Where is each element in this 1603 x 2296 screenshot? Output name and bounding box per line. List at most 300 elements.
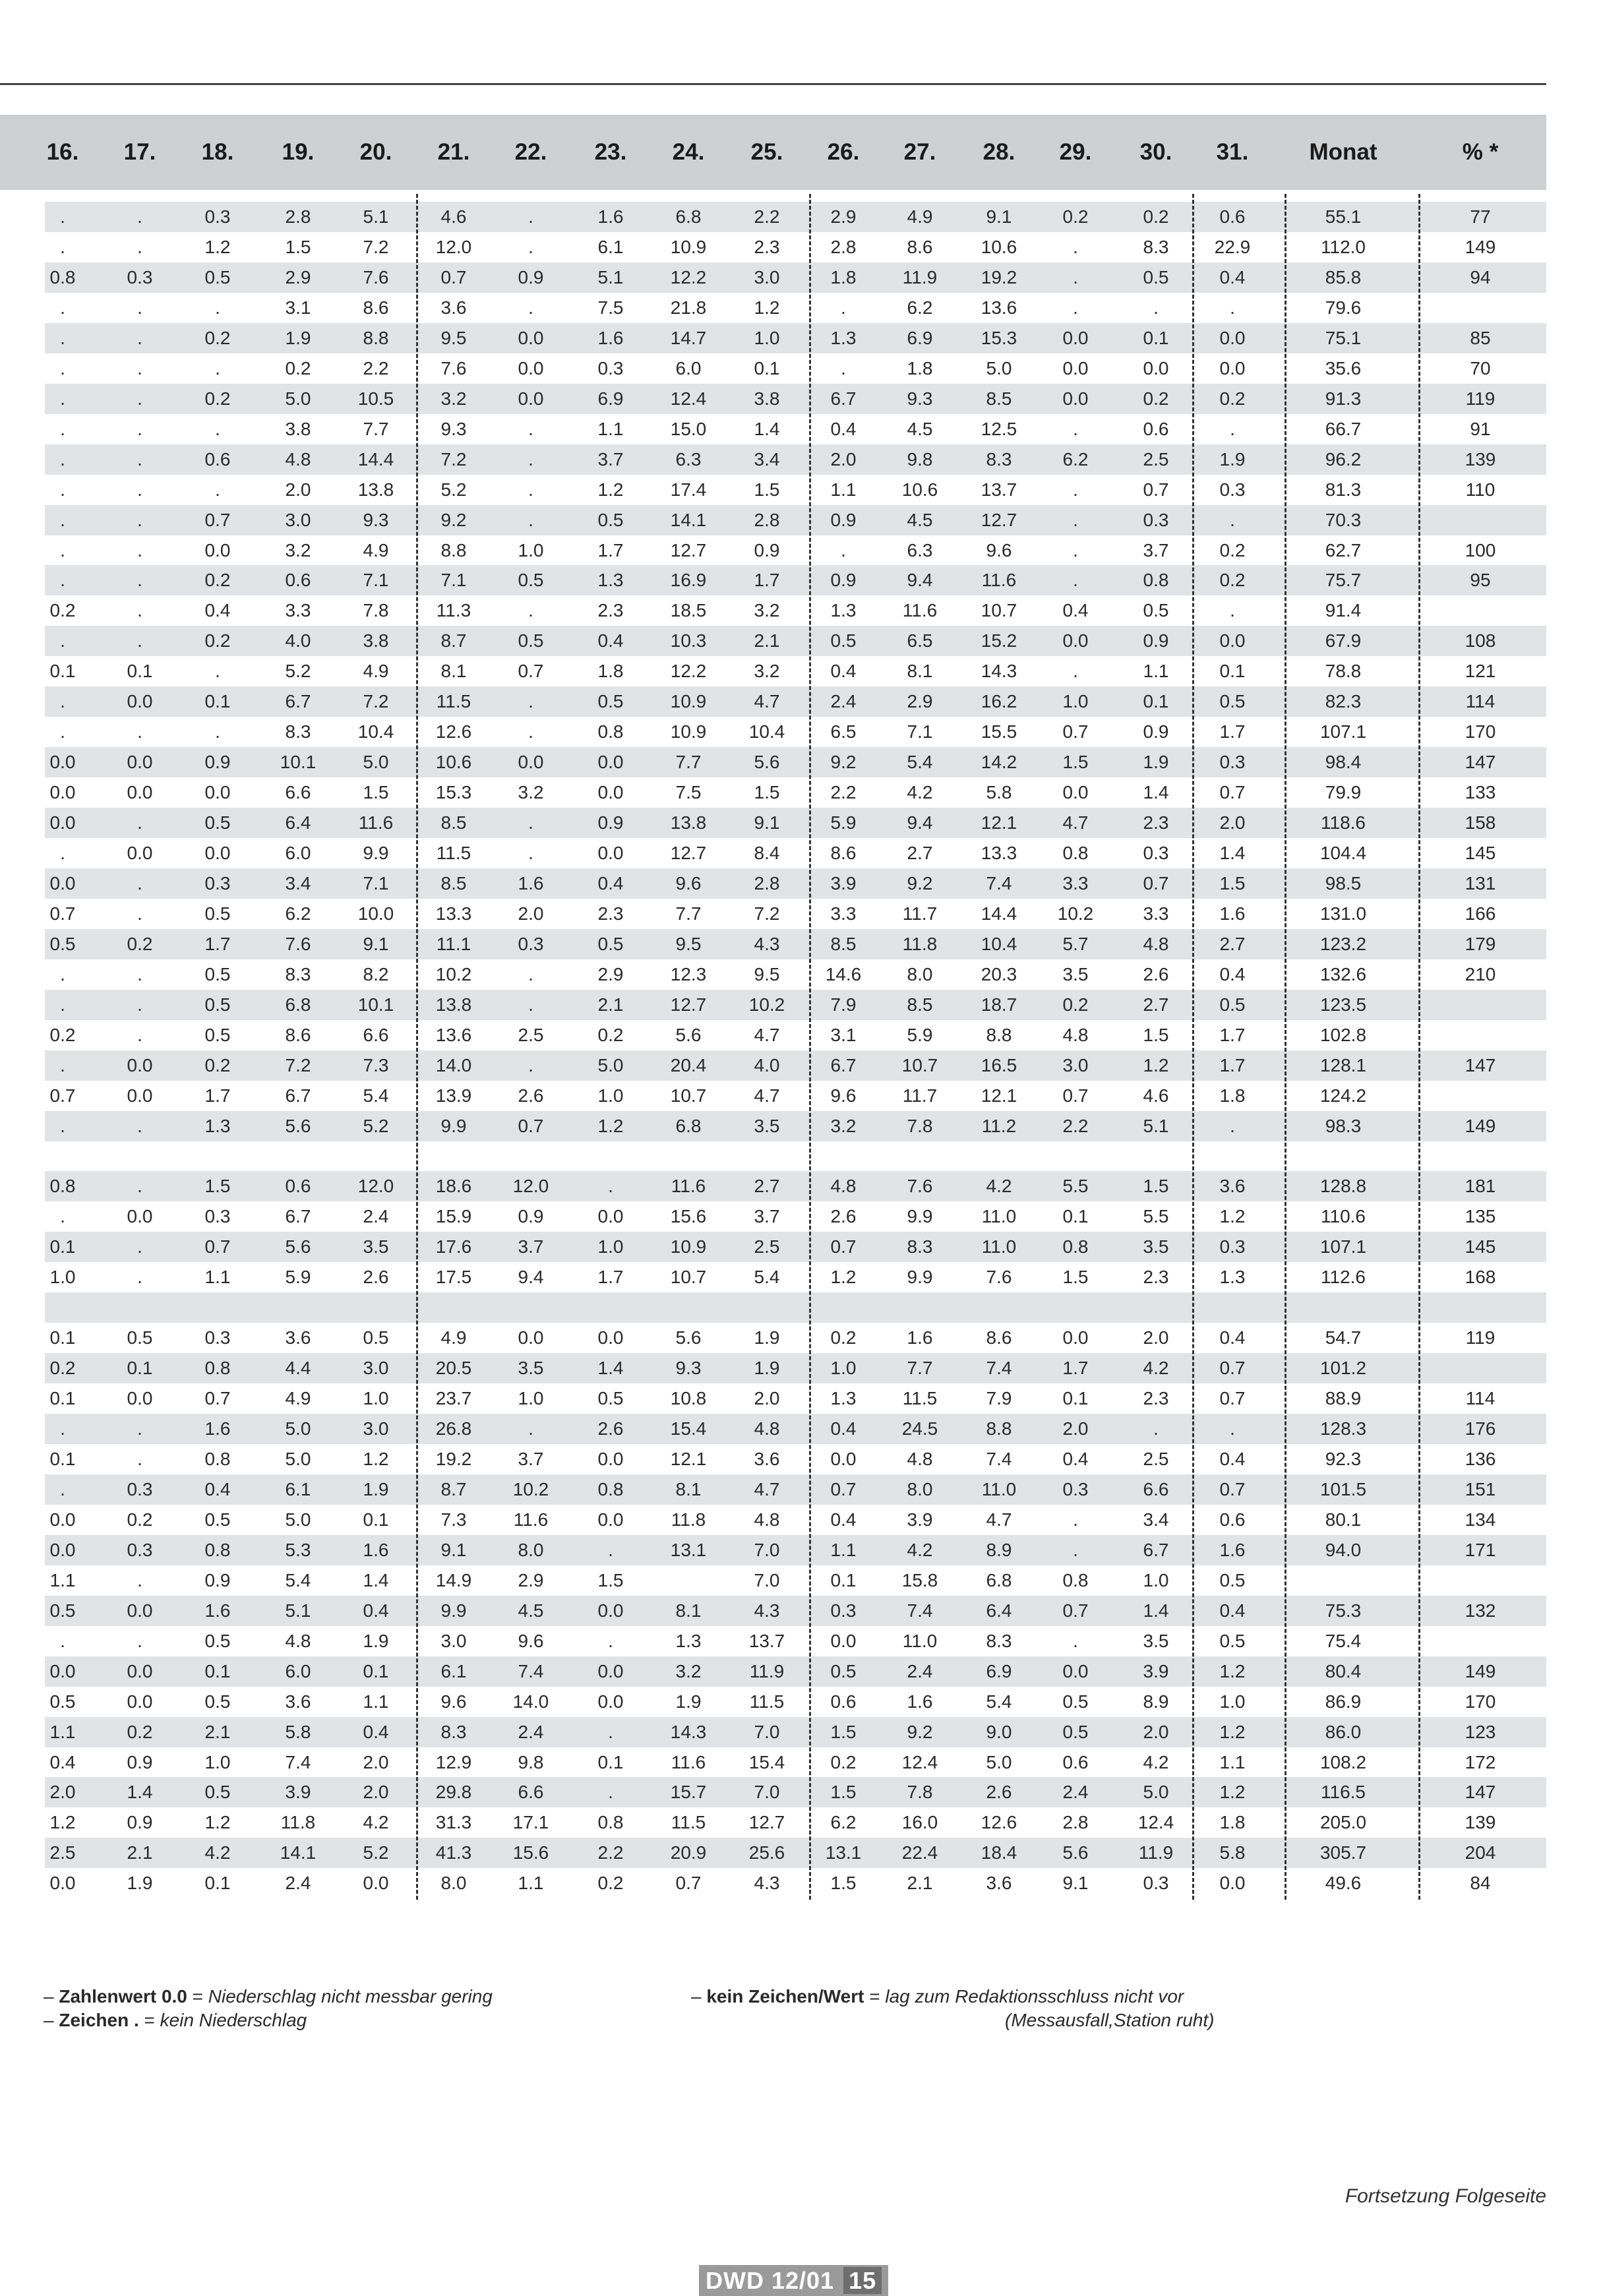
table-cell: 84 (1470, 1873, 1491, 1894)
table-cell: 2.0 (49, 1782, 76, 1803)
table-cell: 1.6 (363, 1539, 389, 1560)
table-cell: 2.5 (1143, 448, 1169, 469)
table-cell: 26.8 (435, 1418, 472, 1439)
table-cell: 79.9 (1325, 782, 1362, 803)
table-cell: 1.5 (754, 479, 780, 500)
table-cell: 3.3 (1062, 872, 1089, 893)
table-cell: . (1230, 1115, 1235, 1136)
table-row (45, 1262, 1546, 1292)
table-cell: 0.4 (363, 1600, 389, 1621)
table-cell: 0.6 (285, 570, 311, 591)
table-cell: 210 (1465, 963, 1496, 984)
table-cell: 112.0 (1321, 236, 1366, 257)
table-cell: 8.0 (907, 963, 933, 984)
table-cell: 3.9 (830, 872, 857, 893)
table-cell: 80.4 (1325, 1660, 1362, 1681)
table-cell (181, 1141, 254, 1172)
table-cell: 15.9 (435, 1206, 472, 1227)
table-cell: 1.4 (127, 1782, 153, 1803)
table-cell: 305.7 (1319, 1842, 1367, 1863)
table-cell: 12.9 (435, 1751, 472, 1772)
table-cell: 1.6 (1219, 903, 1246, 924)
table-cell: . (137, 509, 142, 530)
table-cell: . (137, 994, 142, 1015)
table-cell: 6.0 (285, 1660, 311, 1681)
table-row (45, 656, 1546, 686)
table-cell: 1.3 (830, 327, 857, 348)
table-cell: 7.2 (363, 236, 389, 257)
table-cell: . (60, 721, 65, 742)
table-cell: 7.4 (518, 1660, 544, 1681)
table-cell: 17.6 (435, 1236, 472, 1257)
table-cell: 10.9 (670, 1236, 707, 1257)
table-cell: 15.0 (670, 418, 707, 439)
table-cell: 1.0 (1143, 1569, 1169, 1590)
table-cell: 4.8 (830, 1176, 857, 1197)
table-cell (1428, 1292, 1533, 1323)
table-cell: 6.7 (1143, 1539, 1169, 1560)
table-cell: 31.3 (435, 1812, 472, 1833)
table-cell: 1.9 (363, 1630, 389, 1651)
table-cell: 6.2 (285, 903, 311, 924)
table-cell: 123.5 (1319, 994, 1367, 1015)
table-cell: 20.4 (670, 1054, 707, 1075)
table-cell: 8.8 (986, 1418, 1012, 1439)
table-cell: 6.3 (907, 539, 933, 560)
table-cell: 5.3 (285, 1539, 311, 1560)
table-cell: 54.7 (1325, 1327, 1362, 1348)
table-cell: 0.0 (1062, 388, 1089, 409)
table-cell: 2.0 (1143, 1721, 1169, 1742)
table-cell: 0.7 (440, 266, 467, 287)
table-cell: 25.6 (748, 1842, 785, 1863)
table-cell: 12.7 (670, 994, 707, 1015)
table-cell: 12.1 (981, 1085, 1017, 1106)
table-cell: 4.5 (907, 418, 933, 439)
table-cell: 16.2 (981, 691, 1017, 712)
table-cell: 0.2 (204, 1054, 231, 1075)
table-cell: 3.3 (1143, 903, 1169, 924)
table-cell: 8.3 (285, 721, 311, 742)
table-cell: 18.7 (981, 994, 1017, 1015)
table-cell: 0.4 (1062, 600, 1089, 621)
table-cell: 0.5 (127, 1327, 153, 1348)
table-cell: . (215, 297, 220, 318)
table-cell: 3.2 (754, 600, 780, 621)
table-cell: 0.0 (127, 1206, 153, 1227)
table-cell: 4.8 (754, 1509, 780, 1530)
table-cell (1428, 595, 1533, 626)
table-cell: 2.2 (754, 206, 780, 227)
table-cell (1428, 1353, 1533, 1383)
table-row (45, 1111, 1546, 1141)
table-cell: 4.2 (363, 1812, 389, 1833)
table-row (45, 1353, 1546, 1383)
table-cell: 3.6 (440, 297, 467, 318)
table-cell: 0.0 (1219, 630, 1246, 651)
table-cell (1428, 1141, 1533, 1172)
table-cell: 1.3 (204, 1115, 231, 1136)
table-cell: . (60, 539, 65, 560)
table-cell: 1.6 (907, 1327, 933, 1348)
table-cell: 9.8 (907, 448, 933, 469)
table-cell: 1.1 (204, 1267, 231, 1288)
table-cell: 10.2 (512, 1478, 549, 1499)
table-cell: . (528, 1054, 533, 1075)
table-cell: 14.9 (435, 1569, 472, 1590)
table-cell: 166 (1465, 903, 1496, 924)
table-cell: 1.5 (204, 1176, 231, 1197)
table-cell: 170 (1465, 1691, 1496, 1712)
table-cell: 1.6 (1219, 1539, 1246, 1560)
table-cell: 0.9 (518, 266, 544, 287)
table-row (45, 1201, 1546, 1232)
table-cell: 0.1 (204, 691, 231, 712)
table-cell: 4.6 (1143, 1085, 1169, 1106)
table-cell: 1.2 (597, 1115, 624, 1136)
table-cell: 0.3 (204, 872, 231, 893)
table-cell: 5.5 (1062, 1176, 1089, 1197)
table-cell: 0.0 (597, 843, 624, 863)
table-cell: 9.2 (440, 509, 467, 530)
table-cell: 15.8 (901, 1569, 938, 1590)
table-cell: . (60, 994, 65, 1015)
table-cell: . (528, 297, 533, 318)
table-cell: 2.1 (907, 1873, 933, 1894)
table-cell: 0.1 (1062, 1388, 1089, 1409)
table-cell: 0.0 (1062, 630, 1089, 651)
table-cell: 7.0 (754, 1782, 780, 1803)
table-cell: 8.9 (986, 1539, 1012, 1560)
table-cell: 3.0 (285, 509, 311, 530)
table-cell: . (60, 388, 65, 409)
table-cell: 9.1 (754, 812, 780, 833)
table-cell: 12.5 (981, 418, 1017, 439)
table-cell: 2.4 (285, 1873, 311, 1894)
table-cell: 1.0 (518, 1388, 544, 1409)
table-cell: 0.0 (204, 782, 231, 803)
table-cell: 98.3 (1325, 1115, 1362, 1136)
table-row (45, 565, 1546, 595)
table-cell: 0.3 (127, 266, 153, 287)
table-row (45, 1807, 1546, 1838)
table-cell: 8.0 (518, 1539, 544, 1560)
table-cell: 12.7 (981, 509, 1017, 530)
table-cell: 1.7 (1062, 1358, 1089, 1379)
table-cell: 9.6 (986, 539, 1012, 560)
table-cell: . (608, 1630, 613, 1651)
table-cell: 0.6 (285, 1176, 311, 1197)
table-cell: 0.0 (127, 1085, 153, 1106)
table-cell: . (528, 206, 533, 227)
table-cell: 11.5 (436, 843, 471, 863)
table-cell: . (137, 1176, 142, 1197)
table-cell: 10.4 (981, 933, 1017, 954)
table-cell: 3.6 (986, 1873, 1012, 1894)
table-cell: 0.3 (1143, 1873, 1169, 1894)
table-cell: 6.1 (285, 1478, 311, 1499)
table-cell: 1.3 (1219, 1267, 1246, 1288)
table-cell: 0.3 (1062, 1478, 1089, 1499)
table-cell: 35.6 (1325, 357, 1362, 378)
table-cell: 0.4 (204, 1478, 231, 1499)
table-cell: 2.9 (907, 691, 933, 712)
table-cell (262, 1141, 334, 1172)
table-cell: 0.1 (49, 1327, 76, 1348)
legend-line-zero-value: – Zahlenwert 0.0 = Niederschlag nicht messbar gering (44, 1986, 493, 2007)
table-cell: 0.9 (204, 752, 231, 773)
table-row (45, 1141, 1546, 1172)
table-cell: 14.7 (670, 327, 707, 348)
table-cell: . (137, 1418, 142, 1439)
table-cell: 4.2 (986, 1176, 1012, 1197)
table-cell: 0.5 (518, 630, 544, 651)
table-cell: 7.1 (440, 570, 467, 591)
table-cell: 9.5 (440, 327, 467, 348)
table-cell: . (528, 1418, 533, 1439)
table-cell: 7.8 (907, 1782, 933, 1803)
table-cell: 7.2 (363, 691, 389, 712)
table-cell (1196, 1292, 1269, 1323)
table-cell: 5.0 (285, 1448, 311, 1469)
table-cell: 13.6 (981, 297, 1017, 318)
table-cell: 11.7 (902, 1085, 938, 1106)
table-cell: . (60, 418, 65, 439)
table-cell: 7.6 (907, 1176, 933, 1197)
table-cell: 0.0 (518, 1327, 544, 1348)
table-cell: 1.2 (830, 1267, 857, 1288)
table-cell: 3.7 (1143, 539, 1169, 560)
table-cell: 0.7 (1062, 1085, 1089, 1106)
table-cell: 7.6 (363, 266, 389, 287)
table-cell (652, 1141, 725, 1172)
table-cell: 4.6 (440, 206, 467, 227)
table-cell: 145 (1465, 1236, 1496, 1257)
table-cell: 0.6 (1219, 1509, 1246, 1530)
table-cell: 0.3 (127, 1478, 153, 1499)
table-cell: 2.6 (597, 1418, 624, 1439)
table-cell: 3.7 (518, 1236, 544, 1257)
table-cell: 3.9 (285, 1782, 311, 1803)
table-cell: 94 (1470, 266, 1491, 287)
table-cell: 20.5 (435, 1358, 472, 1379)
table-cell: 205.0 (1319, 1812, 1367, 1833)
table-cell: 0.5 (1219, 1630, 1246, 1651)
column-divider (1192, 194, 1194, 1900)
table-cell: 176 (1465, 1418, 1496, 1439)
table-cell: 0.0 (49, 1509, 76, 1530)
table-cell: 7.4 (285, 1751, 311, 1772)
table-cell: . (60, 1478, 65, 1499)
table-cell: 1.5 (830, 1782, 857, 1803)
table-cell: 3.9 (907, 1509, 933, 1530)
table-cell: 2.0 (363, 1751, 389, 1772)
table-cell: 0.2 (49, 600, 76, 621)
table-cell: 4.9 (363, 539, 389, 560)
table-row (45, 1505, 1546, 1535)
table-cell: 0.7 (518, 661, 544, 682)
table-cell: 147 (1465, 1054, 1496, 1075)
table-cell (417, 1141, 490, 1172)
table-cell: 8.3 (1143, 236, 1169, 257)
table-cell: 0.7 (830, 1478, 857, 1499)
table-cell: 1.1 (830, 1539, 857, 1560)
table-cell: 8.8 (440, 539, 467, 560)
table-cell: 8.3 (440, 1721, 467, 1742)
table-cell: 7.0 (754, 1539, 780, 1560)
table-cell: . (1230, 509, 1235, 530)
table-cell: 10.7 (670, 1085, 707, 1106)
table-cell: 0.6 (1143, 418, 1169, 439)
table-cell: 9.1 (986, 206, 1012, 227)
table-cell: 147 (1465, 752, 1496, 773)
table-row (45, 323, 1546, 353)
table-cell: 0.5 (597, 509, 624, 530)
table-cell: 12.7 (670, 539, 707, 560)
table-cell: 10.0 (357, 903, 394, 924)
table-cell: 6.3 (675, 448, 702, 469)
table-cell: 0.9 (830, 509, 857, 530)
header-cell: 21. (437, 139, 470, 165)
table-cell: 4.4 (285, 1358, 311, 1379)
table-cell: 11.0 (981, 1478, 1017, 1499)
table-row (45, 990, 1546, 1020)
table-cell: 20.3 (981, 963, 1017, 984)
table-cell: 2.8 (830, 236, 857, 257)
table-cell: . (528, 479, 533, 500)
table-cell: 3.7 (518, 1448, 544, 1469)
table-cell: 4.9 (907, 206, 933, 227)
table-cell: 0.2 (49, 1024, 76, 1045)
table-cell: . (1230, 1418, 1235, 1439)
table-cell: 9.6 (440, 1691, 467, 1712)
table-cell: 7.4 (986, 872, 1012, 893)
table-cell: . (60, 357, 65, 378)
table-cell: 0.5 (597, 691, 624, 712)
table-cell: 10.9 (670, 236, 707, 257)
table-cell: 8.2 (363, 963, 389, 984)
table-cell: 86.0 (1325, 1721, 1362, 1742)
table-cell: . (215, 661, 220, 682)
page-number: 15 (843, 2267, 882, 2294)
table-cell (1039, 1141, 1112, 1172)
table-cell: . (528, 509, 533, 530)
table-cell: 5.2 (440, 479, 467, 500)
table-cell: 18.6 (435, 1176, 472, 1197)
table-cell: 0.7 (1219, 1478, 1246, 1499)
table-row (45, 1232, 1546, 1262)
table-cell: 0.3 (1143, 843, 1169, 863)
table-cell: . (60, 1418, 65, 1439)
table-cell: 94.0 (1325, 1539, 1362, 1560)
table-cell (1428, 1565, 1533, 1596)
table-cell: 7.6 (285, 933, 311, 954)
table-cell: . (215, 357, 220, 378)
table-cell: 3.6 (754, 1448, 780, 1469)
table-cell: . (60, 1054, 65, 1075)
table-cell: 2.0 (285, 479, 311, 500)
table-cell: 5.6 (675, 1024, 702, 1045)
table-cell: 4.8 (754, 1418, 780, 1439)
table-cell: 2.0 (1062, 1418, 1089, 1439)
table-cell: 0.0 (204, 539, 231, 560)
table-cell: . (137, 1115, 142, 1136)
table-cell: 132 (1465, 1600, 1496, 1621)
table-cell: 1.5 (1062, 1267, 1089, 1288)
table-cell: 1.0 (754, 327, 780, 348)
table-cell: 0.8 (1062, 843, 1089, 863)
table-cell: 0.9 (127, 1751, 153, 1772)
table-cell: . (608, 1782, 613, 1803)
table-cell: 3.3 (285, 600, 311, 621)
table-cell: . (528, 843, 533, 863)
table-cell: 123.2 (1319, 933, 1367, 954)
table-cell (1428, 1020, 1533, 1050)
table-cell: 134 (1465, 1509, 1496, 1530)
table-cell (26, 1141, 99, 1172)
table-cell: 0.3 (204, 1206, 231, 1227)
header-cell: 26. (827, 139, 860, 165)
table-cell: 4.3 (754, 933, 780, 954)
table-cell: 8.8 (363, 327, 389, 348)
table-cell: 8.6 (986, 1327, 1012, 1348)
table-cell: 7.8 (907, 1115, 933, 1136)
table-cell: 0.1 (49, 661, 76, 682)
table-cell (26, 1292, 99, 1323)
table-cell: 67.9 (1325, 630, 1362, 651)
table-cell: 0.5 (1219, 691, 1246, 712)
table-cell: 204 (1465, 1842, 1496, 1863)
table-cell: 14.1 (280, 1842, 317, 1863)
table-cell: 2.0 (363, 1782, 389, 1803)
table-cell: 6.5 (907, 630, 933, 651)
table-cell: 2.0 (1219, 812, 1246, 833)
table-cell: 3.7 (597, 448, 624, 469)
table-cell: 0.1 (754, 357, 780, 378)
table-cell: 1.7 (597, 539, 624, 560)
table-cell: 1.2 (1219, 1660, 1246, 1681)
table-cell: 0.5 (363, 1327, 389, 1348)
table-cell: 0.8 (1062, 1569, 1089, 1590)
table-cell: 10.4 (748, 721, 785, 742)
table-cell: . (841, 297, 846, 318)
table-cell: 6.7 (285, 1085, 311, 1106)
table-cell: 0.2 (204, 630, 231, 651)
table-cell: 0.5 (597, 933, 624, 954)
table-cell: . (137, 539, 142, 560)
table-cell: 10.7 (670, 1267, 707, 1288)
table-cell: 0.5 (1219, 1569, 1246, 1590)
table-cell: 7.7 (907, 1358, 933, 1379)
table-cell: . (60, 206, 65, 227)
table-cell: 0.0 (363, 1873, 389, 1894)
table-cell: 0.7 (830, 1236, 857, 1257)
header-cell: % * (1462, 139, 1499, 165)
table-cell: 5.6 (285, 1236, 311, 1257)
table-cell: 17.4 (670, 479, 707, 500)
table-cell: 1.2 (1219, 1782, 1246, 1803)
table-cell: . (1073, 509, 1078, 530)
table-cell: . (608, 1721, 613, 1742)
table-cell: 100 (1465, 539, 1496, 560)
table-cell: 3.1 (830, 1024, 857, 1045)
table-cell: 12.0 (357, 1176, 394, 1197)
table-cell: 0.9 (1143, 630, 1169, 651)
table-cell (652, 1292, 725, 1323)
table-cell: 70.3 (1325, 509, 1362, 530)
table-cell: 8.3 (986, 448, 1012, 469)
table-cell: 0.4 (1219, 1600, 1246, 1621)
